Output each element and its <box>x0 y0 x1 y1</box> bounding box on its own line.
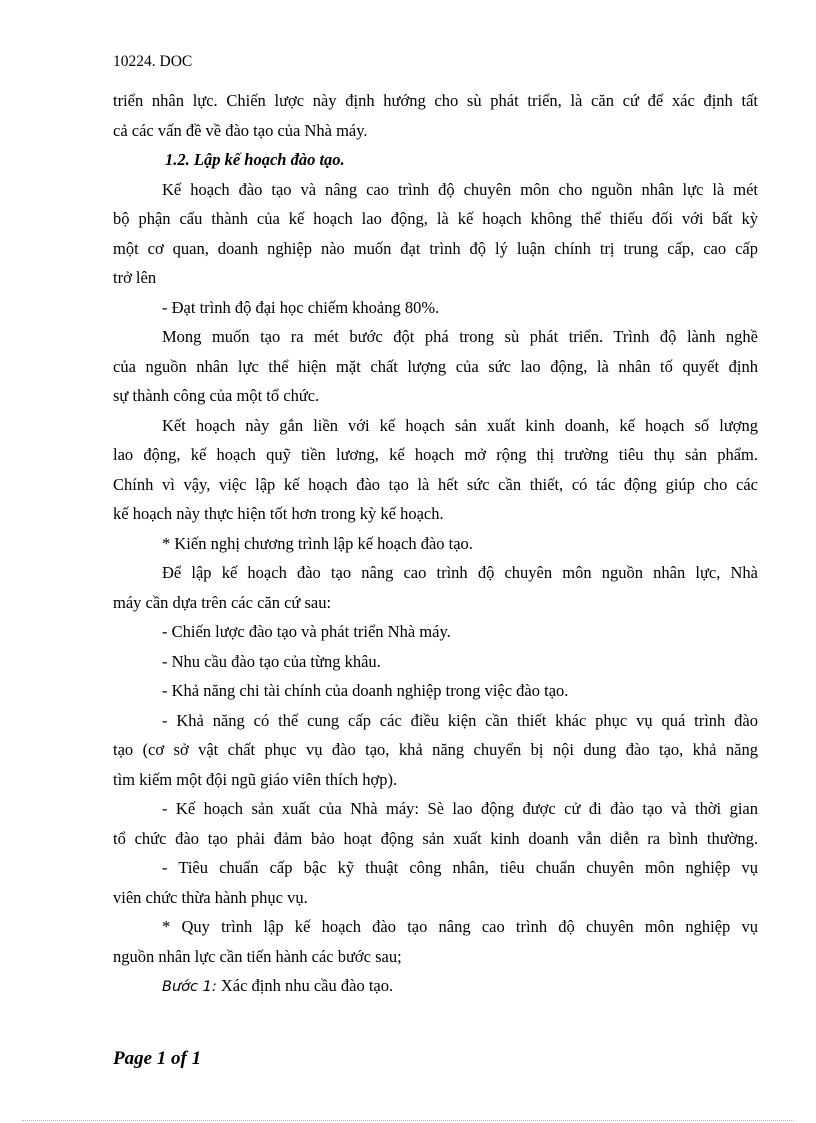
body-line: lao động, kế hoạch quỹ tiền lương, kế hoạch mở rộng thị trường tiêu thụ sản phẩm. <box>113 445 758 464</box>
body-line: một cơ quan, doanh nghiệp nào muốn đạt trình độ lý luận chính trị trung cấp, cao cấp <box>113 238 758 258</box>
section-heading: 1.2. Lập kế hoạch đào tạo. <box>165 150 345 169</box>
bullet-line: - Đạt trình độ đại học chiếm khoảng 80%. <box>162 297 440 317</box>
body-line: trở lên <box>113 268 157 287</box>
body-line: viên chức thừa hành phục vụ. <box>113 887 308 907</box>
note-line: * Kiến nghị chương trình lập kế hoạch đào tạo. <box>162 533 473 553</box>
bullet-line: - Khả năng có thể cung cấp các điều kiện cần thiết khác phục vụ quá trình đào <box>162 710 758 730</box>
body-line: tổ chức đào tạo phải đảm bảo hoạt động sản xuất kinh doanh vẫn diễn ra bình thường. <box>113 828 758 848</box>
body-line: Kết hoạch này gắn liền với kế hoạch sản xuất kinh doanh, kế hoạch số lượng <box>162 415 758 435</box>
document-body <box>113 86 758 1001</box>
body-line: của nguồn nhân lực thể hiện mặt chất lượng của sức lao động, là nhân tố quyết định <box>113 356 758 376</box>
body-line: Mong muốn tạo ra mét bước đột phá trong sù phát triển. Trình độ lành nghề <box>162 327 758 346</box>
body-line: tạo (cơ sở vật chất phục vụ đào tạo, khả năng chuyển bị nội dung đào tạo, khả năng <box>113 740 758 759</box>
step-text: Xác định nhu cầu đào tạo. <box>216 976 394 995</box>
bullet-line: - Chiến lược đào tạo và phát triển Nhà máy. <box>162 622 451 641</box>
body-line: cả các vấn đề về đào tạo của Nhà máy. <box>113 120 368 140</box>
body-line: kế hoạch này thực hiện tốt hơn trong kỳ kế hoạch. <box>113 504 444 523</box>
body-line: tìm kiếm một đội ngũ giáo viên thích hợp). <box>113 769 398 789</box>
bullet-line: - Nhu cầu đào tạo của từng khâu. <box>162 651 381 671</box>
step-line <box>113 971 758 1001</box>
body-line: triển nhân lực. Chiến lược này định hướng cho sù phát triển, là căn cứ để xác định tất <box>113 91 758 110</box>
note-line: * Quy trình lập kế hoạch đào tạo nâng cao trình độ chuyên môn nghiệp vụ <box>162 917 758 936</box>
bullet-line: - Tiêu chuẩn cấp bậc kỹ thuật công nhân, tiêu chuẩn chuyên môn nghiệp vụ <box>162 858 758 877</box>
body-line: Để lập kế hoạch đào tạo nâng cao trình độ chuyên môn nguồn nhân lực, Nhà <box>162 563 758 582</box>
body-line: bộ phận cấu thành của kế hoạch lao động, là kế hoạch không thể thiếu đối với bất kỳ <box>113 209 758 228</box>
body-line: nguồn nhân lực cần tiến hành các bước sau; <box>113 946 402 966</box>
body-line: sự thành công của một tổ chức. <box>113 386 320 405</box>
bullet-line: - Khả năng chi tài chính của doanh nghiệp trong việc đào tạo. <box>162 681 569 700</box>
body-line: máy cần dựa trên các căn cứ sau: <box>113 592 332 612</box>
body-line: Kế hoạch đào tạo và nâng cao trình độ chuyên môn cho nguồn nhân lực là mét <box>162 179 758 199</box>
page-bottom-rule <box>22 1120 794 1121</box>
bullet-line: - Kế hoạch sản xuất của Nhà máy: Sè lao động được cử đi đào tạo và thời gian <box>162 799 758 818</box>
body-line: Chính vì vậy, việc lập kế hoạch đào tạo là hết sức cần thiết, có tác động giúp cho các <box>113 474 758 494</box>
page-number: Page 1 of 1 <box>113 1048 202 1069</box>
document-code: 10224. DOC <box>113 53 193 70</box>
step-label: Bước 1: <box>162 979 217 995</box>
